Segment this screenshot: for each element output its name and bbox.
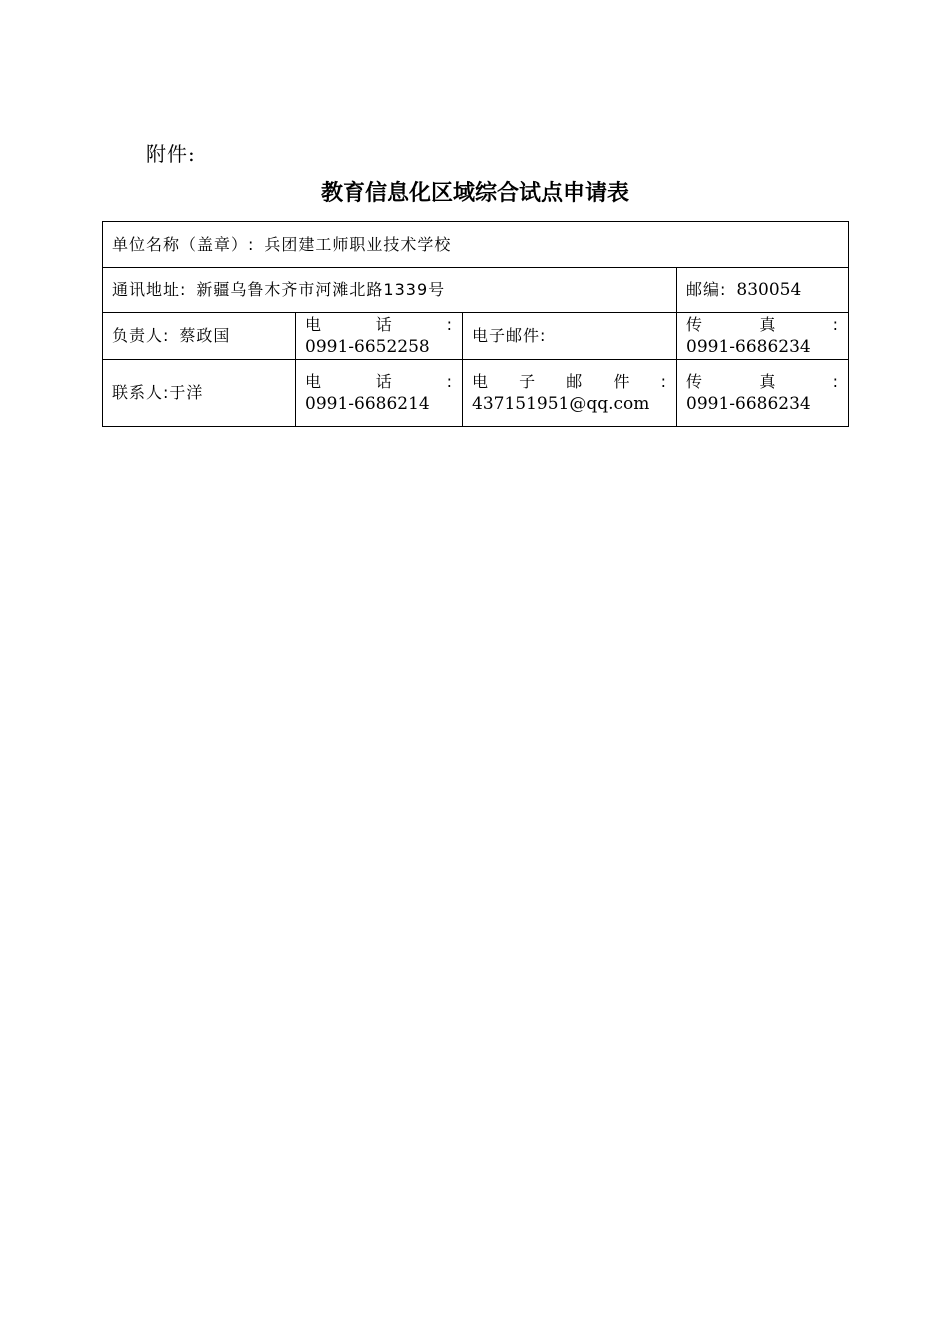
contact-phone-cell	[296, 360, 463, 427]
contact-label: 联系人:	[112, 383, 170, 402]
contact-fax-label: 传 真 :	[686, 372, 840, 391]
application-form-table	[102, 221, 849, 427]
unit-value: 兵团建工师职业技术学校	[264, 234, 452, 254]
contact-email-value: 437151951@qq.com	[472, 394, 650, 414]
leader-fax-value: 0991-6686234	[686, 337, 811, 357]
unit-row	[103, 222, 849, 268]
address-row	[103, 268, 849, 313]
unit-cell	[103, 222, 849, 268]
leader-phone-label-text: 电 话 :	[305, 315, 453, 334]
postcode-cell	[677, 268, 849, 313]
leader-phone-cell	[296, 313, 463, 360]
leader-phone-value: 0991-6652258	[305, 337, 430, 357]
leader-phone-label	[305, 314, 453, 336]
unit-label: 单位名称（盖章）:	[112, 234, 255, 254]
contact-phone-label: 电 话 :	[305, 372, 453, 391]
attachment-label: 附件:	[146, 142, 196, 166]
leader-row	[103, 313, 849, 360]
address-cell	[103, 268, 677, 313]
leader-email-label: 电子邮件:	[472, 326, 547, 345]
contact-phone-value: 0991-6686214	[305, 394, 430, 414]
leader-fax-label: 传 真 :	[686, 315, 840, 334]
contact-value: 于洋	[169, 383, 204, 402]
contact-fax-cell	[677, 360, 849, 427]
leader-email-cell	[463, 313, 677, 360]
contact-cell	[103, 360, 296, 427]
contact-fax-value: 0991-6686234	[686, 394, 811, 414]
address-value: 新疆乌鲁木齐市河滩北路1339号	[196, 280, 446, 299]
contact-email-cell	[463, 360, 677, 427]
form-title: 教育信息化区域综合试点申请表	[320, 181, 629, 206]
leader-fax-cell	[677, 313, 849, 360]
contact-email-label: 电 子 邮 件 :	[472, 372, 667, 391]
postcode-label: 邮编:	[686, 280, 727, 299]
leader-cell	[103, 313, 296, 360]
contact-row	[103, 360, 849, 427]
leader-value: 蔡政国	[179, 326, 231, 345]
leader-label: 负责人:	[112, 326, 170, 345]
address-label: 通讯地址:	[112, 280, 187, 299]
postcode-value: 830054	[736, 280, 802, 300]
